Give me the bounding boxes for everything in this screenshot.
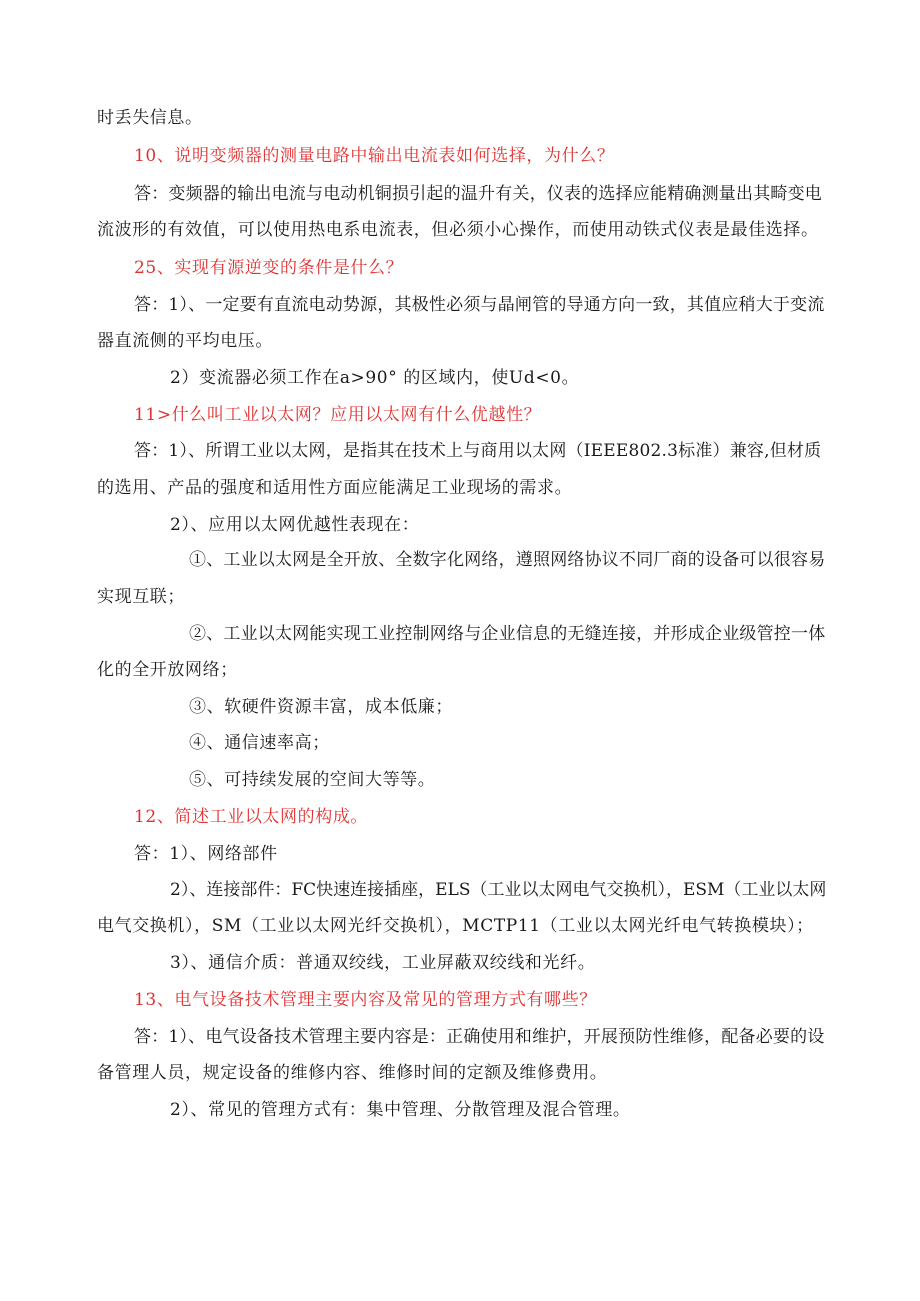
- answer-12-part3: 3）、通信介质：普通双绞线，工业屏蔽双绞线和光纤。: [170, 953, 596, 973]
- answer-11-item2-line2: 化的全开放网络；: [97, 660, 238, 680]
- answer-11-part1-line2: 的选用、产品的强度和适用性方面应能满足工业现场的需求。: [97, 478, 573, 498]
- answer-11-item3: ③、软硬件资源丰富，成本低廉；: [189, 697, 453, 717]
- answer-13-part2: 2）、常见的管理方式有：集中管理、分散管理及混合管理。: [170, 1100, 631, 1120]
- answer-25-part1-line2: 器直流侧的平均电压。: [97, 331, 273, 351]
- answer-12-part2-line2: 电气交换机），SM（工业以太网光纤交换机），MCTP11（工业以太网光纤电气转换模块）；: [97, 916, 814, 936]
- answer-11-item1-line1: ①、工业以太网是全开放、全数字化网络，遵照网络协议不同厂商的设备可以很容易: [189, 550, 826, 570]
- question-13: 13、电气设备技术管理主要内容及常见的管理方式有哪些？: [134, 990, 597, 1010]
- answer-11-part2: 2）、应用以太网优越性表现在：: [170, 515, 420, 535]
- answer-11-item5: ⑤、可持续发展的空间大等等。: [189, 770, 436, 790]
- answer-11-item4: ④、通信速率高；: [189, 733, 330, 753]
- continuation-text: 时丢失信息。: [97, 108, 203, 128]
- answer-12-part1: 答：1）、网络部件: [134, 844, 278, 864]
- answer-10-line2: 流波形的有效值，可以使用热电系电流表，但必须小心操作，而使用动铁式仪表是最佳选择。: [97, 220, 819, 240]
- question-12: 12、简述工业以太网的构成。: [134, 807, 369, 827]
- question-10: 10、说明变频器的测量电路中输出电流表如何选择，为什么？: [134, 146, 615, 166]
- answer-12-part2-line1: 2）、连接部件：FC快速连接插座，ELS（工业以太网电气交换机），ESM（工业以太网: [170, 880, 827, 900]
- answer-13-part1-line1: 答：1）、电气设备技术管理主要内容是：正确使用和维护，开展预防性维修，配备必要的设: [134, 1027, 825, 1047]
- answer-13-part1-line2: 备管理人员，规定设备的维修内容、维修时间的定额及维修费用。: [97, 1063, 608, 1083]
- answer-11-item2-line1: ②、工业以太网能实现工业控制网络与企业信息的无缝连接，并形成企业级管控一体: [189, 624, 826, 644]
- answer-25-part1-line1: 答：1）、一定要有直流电动势源，其极性必须与晶闸管的导通方向一致，其值应稍大于变流: [134, 295, 825, 315]
- answer-10-line1: 答：变频器的输出电流与电动机铜损引起的温升有关，仪表的选择应能精确测量出其畸变电: [134, 184, 822, 204]
- answer-11-part1-line1: 答：1）、所谓工业以太网，是指其在技术上与商用以太网（IEEE802.3标准）兼容,但材质: [134, 441, 822, 461]
- question-25: 25、实现有源逆变的条件是什么？: [134, 258, 404, 278]
- question-11: 11>什么叫工业以太网？应用以太网有什么优越性？: [134, 405, 542, 425]
- answer-25-part2: 2）变流器必须工作在a>90° 的区域内，使Ud<0。: [170, 368, 580, 388]
- answer-11-item1-line2: 实现互联；: [97, 587, 185, 607]
